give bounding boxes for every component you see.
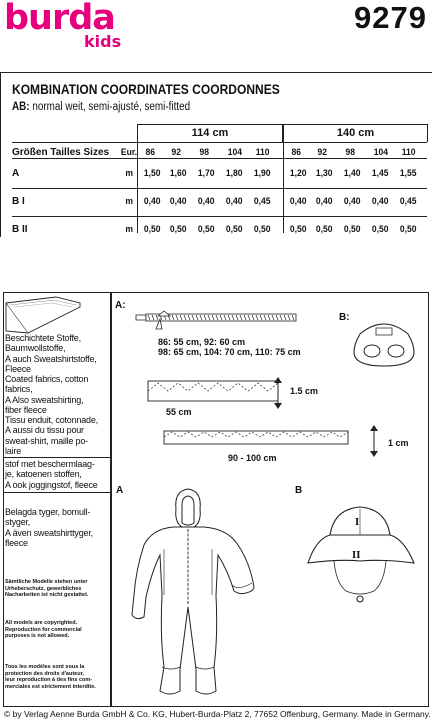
table-cell: 0,40	[143, 196, 161, 207]
table-cell: 0,45	[399, 196, 417, 207]
table-cell: 0,50	[169, 224, 187, 235]
notice-line: Sämtliche Modelle stehen unter	[5, 579, 88, 585]
fit-description	[12, 101, 190, 113]
table-unit: m	[125, 168, 134, 179]
zipper-size-line: 98: 65 cm, 104: 70 cm, 110: 75 cm	[158, 347, 301, 357]
table-cell: 0,50	[253, 224, 271, 235]
table-row-label: B II	[12, 224, 28, 235]
copyright-footer: © by Verlag Aenne Burda GmbH & Co. KG, Hubert-Burda-Platz 2, 77652 Offenburg, Germany. Made in Germany.	[4, 709, 431, 719]
notice-line: Reproduction for commercial	[5, 626, 82, 633]
diagrams-panel	[111, 292, 429, 707]
divider	[4, 492, 110, 493]
fabric-width-140: 140 cm	[283, 124, 428, 142]
size-column-header: 86	[145, 147, 156, 158]
table-cell: 1,70	[197, 168, 215, 179]
materials-french	[5, 415, 98, 456]
hat-piece-1-label: I	[355, 518, 360, 528]
table-cell: 0,40	[225, 196, 243, 207]
table-cell: 0,50	[225, 224, 243, 235]
size-column-header: 98	[199, 147, 210, 158]
table-col-divider	[137, 142, 138, 233]
table-cell: 0,50	[315, 224, 333, 235]
size-column-header: 98	[345, 147, 356, 158]
table-cell: 1,55	[399, 168, 417, 179]
table-cell: 0,50	[343, 224, 361, 235]
table-rule	[12, 216, 427, 217]
notice-line: protection des droits d'auteur,	[5, 670, 84, 677]
zipper-size-line: 86: 55 cm, 92: 60 cm	[158, 337, 246, 347]
material-line: je, katoenen stoffen,	[5, 469, 82, 480]
table-rule	[12, 142, 427, 143]
strip-1-length: 55 cm	[166, 407, 192, 417]
material-line: A även sweatshirttyger,	[5, 527, 93, 538]
page-title: KOMBINATION COORDINATES COORDONNES	[12, 81, 280, 97]
material-line: A auch Sweatshirtstoffe,	[5, 353, 97, 364]
table-cell: 0,50	[289, 224, 307, 235]
notice-line: Urheberschutz, gewerbliches	[5, 585, 82, 592]
size-column-header: 110	[255, 147, 270, 158]
pattern-number: 9279	[354, 0, 427, 35]
copyright-notice-french	[5, 664, 96, 690]
materials-dutch	[5, 459, 98, 490]
binding-strip-2-icon	[162, 427, 352, 449]
view-a-label: A	[116, 485, 124, 496]
table-cell: 0,40	[343, 196, 361, 207]
table-cell: 0,45	[253, 196, 271, 207]
strip-1-width: 1.5 cm	[290, 386, 319, 396]
material-line: Coated fabrics, cotton	[5, 374, 89, 384]
view-b-label: B	[295, 485, 303, 496]
materials-panel	[3, 292, 111, 707]
zipper-sizes	[158, 337, 301, 357]
notice-line: merciales est strictement interdite.	[5, 683, 96, 690]
table-cell: 0,40	[371, 196, 389, 207]
size-label: Größen Tailles Sizes	[12, 147, 110, 158]
table-cell: 1,90	[253, 168, 271, 179]
table-cell: 0,40	[169, 196, 187, 207]
table-cell: 0,40	[315, 196, 333, 207]
table-cell: 0,50	[371, 224, 389, 235]
table-unit: m	[125, 196, 134, 207]
view-label: AB:	[12, 101, 30, 113]
rain-hat-drawing	[300, 499, 422, 605]
table-col-divider	[283, 142, 284, 233]
notice-line: leur reproduction à des fins com-	[5, 677, 93, 684]
material-line: fleece	[5, 537, 28, 548]
notice-line: purposes is not allowed.	[5, 633, 70, 640]
material-line: A Also sweatshirting,	[5, 394, 84, 405]
burda-kids-logo	[4, 0, 128, 51]
materials-english	[5, 374, 88, 415]
material-line: stof met beschermlaag-	[5, 459, 95, 469]
table-rule	[12, 158, 427, 159]
material-line: Beschichtete Stoffe,	[5, 333, 81, 343]
logo-brand: burda	[4, 0, 115, 38]
material-line: styger,	[5, 517, 31, 528]
strip-2-width: 1 cm	[388, 438, 409, 448]
material-line: Baumwollstoffe,	[5, 343, 66, 354]
copyright-notice-german	[5, 579, 88, 599]
copyright-notice-english	[5, 620, 82, 640]
material-line: A ook joggingstof, fleece	[5, 479, 98, 490]
size-column-header: 110	[401, 147, 416, 158]
materials-swedish	[5, 507, 93, 548]
notice-line: All models are copyrighted.	[5, 620, 78, 626]
table-row-label: B I	[12, 196, 25, 207]
fabric-requirements-block	[0, 72, 432, 237]
logo-sub-brand: kids	[84, 32, 122, 51]
table-cell: 0,50	[197, 224, 215, 235]
size-column-header: 104	[373, 147, 389, 158]
material-line: Tissu enduit, cotonnade,	[5, 415, 98, 425]
material-line: Fleece	[5, 363, 31, 374]
material-line: fabrics,	[5, 384, 33, 395]
notice-line: Tous les modèles sont sous la	[5, 664, 85, 670]
size-column-header: 92	[317, 147, 328, 158]
material-line: A aussi du tissu pour	[5, 425, 84, 436]
table-cell: 0,40	[289, 196, 307, 207]
divider	[4, 457, 110, 458]
materials-german	[5, 333, 97, 374]
table-cell: 1,60	[169, 168, 187, 179]
table-rule	[12, 188, 427, 189]
size-column-header: 86	[291, 147, 302, 158]
size-column-header: 104	[227, 147, 243, 158]
material-line: fiber fleece	[5, 404, 47, 415]
material-line: sweat-shirt, maille po-	[5, 435, 88, 446]
table-cell: 1,80	[225, 168, 243, 179]
table-cell: 1,30	[315, 168, 333, 179]
strip-2-length: 90 - 100 cm	[228, 453, 277, 463]
notion-label-b: B:	[339, 312, 350, 323]
table-row-label: A	[12, 168, 20, 179]
zipper-icon	[134, 307, 300, 333]
fabric-width-114: 114 cm	[137, 124, 283, 142]
table-cell: 0,50	[143, 224, 161, 235]
notion-label-a: A:	[115, 300, 126, 311]
fit-text: normal weit, semi-ajusté, semi-fitted	[32, 101, 191, 113]
width-arrow-2	[364, 423, 384, 459]
table-cell: 0,40	[197, 196, 215, 207]
table-cell: 1,50	[143, 168, 161, 179]
table-unit: m	[125, 224, 134, 235]
fabric-swatch-icon	[4, 293, 84, 335]
unit-header: Eur.	[120, 147, 138, 158]
cord-stopper-icon	[348, 320, 420, 372]
table-cell: 0,50	[399, 224, 417, 235]
width-arrow-1	[268, 375, 288, 411]
table-cell: 1,40	[343, 168, 361, 179]
table-cell: 1,20	[289, 168, 307, 179]
material-line: laire	[5, 445, 22, 456]
notice-line: Nacharbeiten ist nicht gestattet.	[5, 592, 89, 599]
material-line: Belagda tyger, bomull-	[5, 507, 91, 517]
hat-piece-2-label: II	[352, 551, 361, 561]
jumpsuit-drawing	[128, 487, 268, 705]
size-column-header: 92	[171, 147, 182, 158]
table-cell: 1,45	[371, 168, 389, 179]
